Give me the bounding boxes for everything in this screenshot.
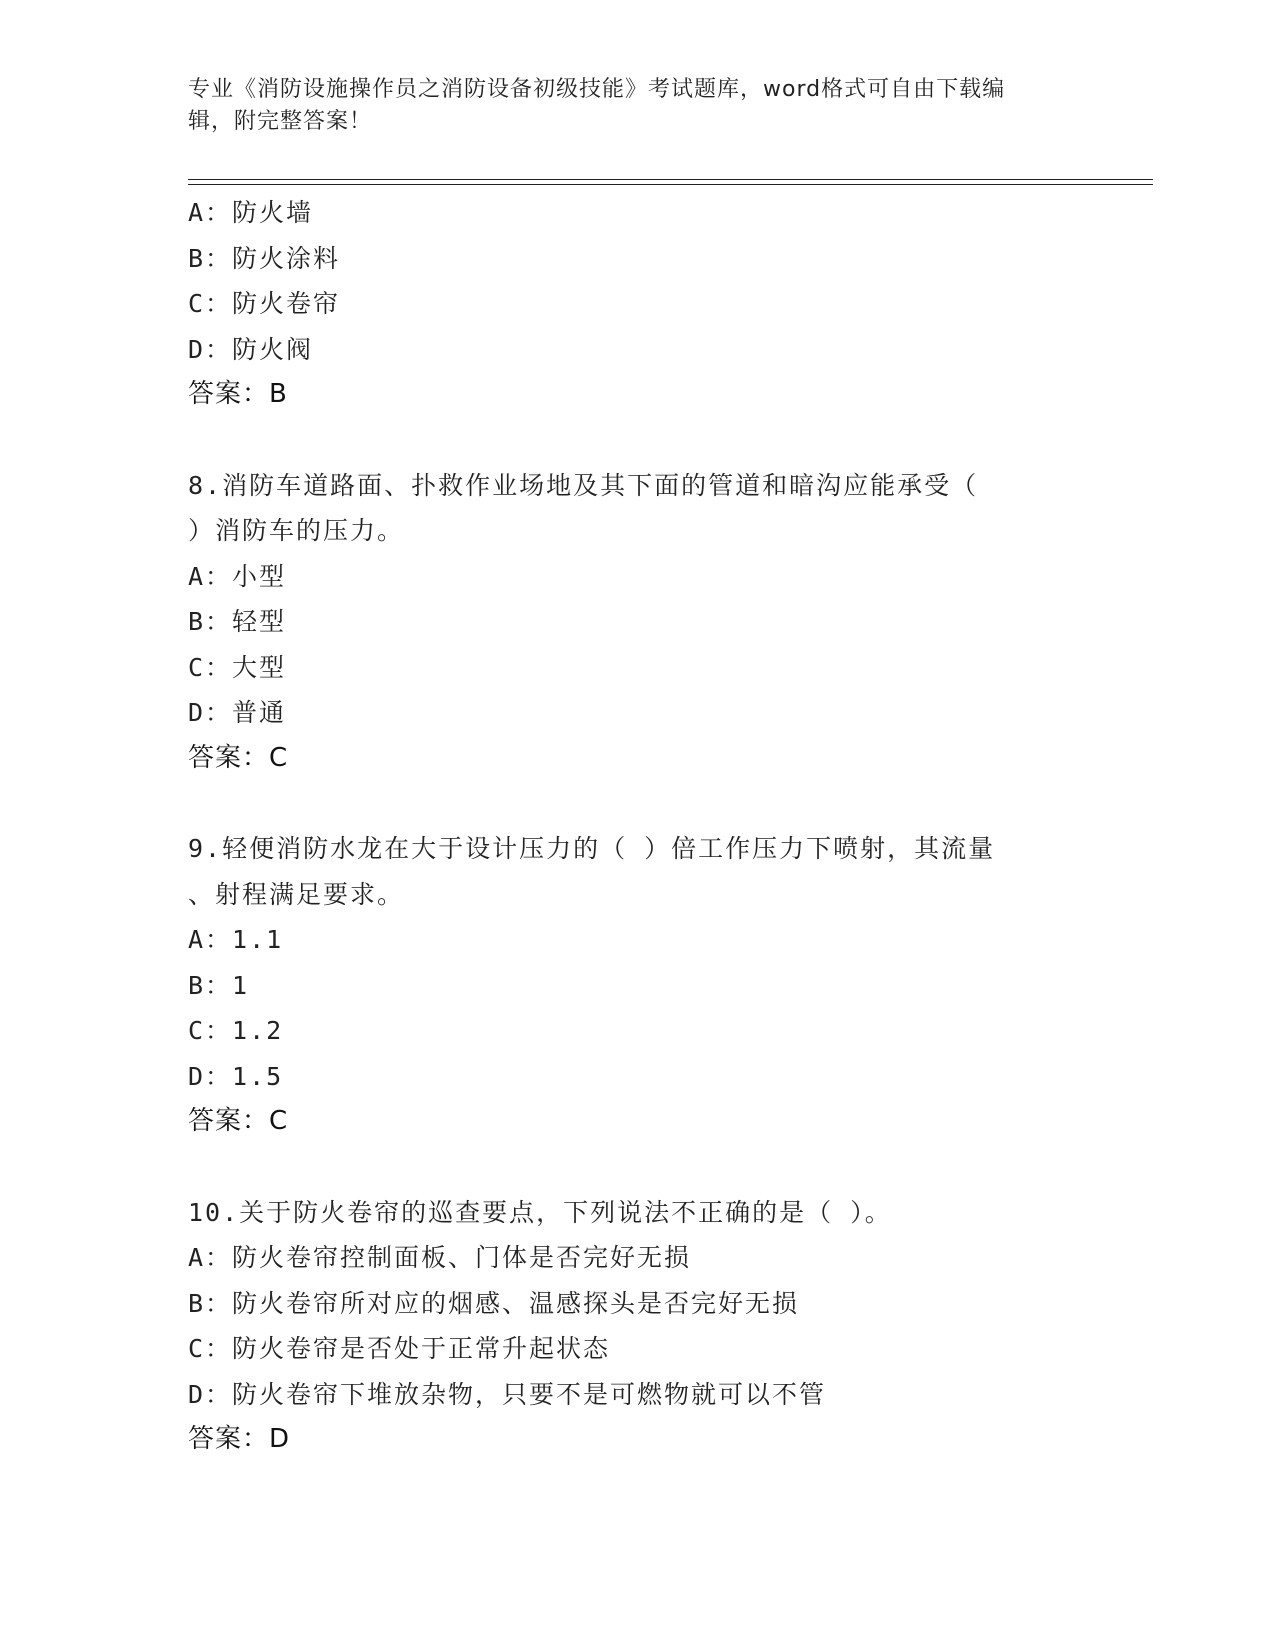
q10-option-c: C：防火卷帘是否处于正常升起状态	[188, 1334, 611, 1363]
q10-stem-line-1: 10.关于防火卷帘的巡查要点，下列说法不正确的是（ ）。	[188, 1197, 892, 1227]
q10-option-b: B：防火卷帘所对应的烟感、温感探头是否完好无损	[188, 1288, 800, 1318]
q9-option-d: D：1.5	[188, 1061, 284, 1091]
q8-stem-line-1: 8.消防车道路面、扑救作业场地及其下面的管道和暗沟应能承受（	[188, 470, 979, 500]
question-8-block	[188, 463, 1148, 782]
question-10-block	[188, 1190, 1148, 1463]
q8-option-a: A：小型	[188, 561, 287, 591]
q7-option-d: D：防火阀	[188, 334, 314, 364]
question-list	[188, 190, 1148, 1463]
q10-answer: 答案：D	[188, 1424, 291, 1454]
header-divider-top	[188, 179, 1153, 180]
q9-answer: 答案：C	[188, 1106, 289, 1136]
q9-stem-line-1: 9.轻便消防水龙在大于设计压力的（ ）倍工作压力下喷射，其流量	[188, 834, 996, 863]
q9-option-c: C：1.2	[188, 1016, 284, 1045]
q8-option-d: D：普通	[188, 698, 287, 727]
q8-answer: 答案：C	[188, 742, 289, 773]
spacer	[188, 1145, 1148, 1190]
question-7-block	[188, 190, 1148, 418]
spacer	[188, 418, 1148, 463]
q9-option-b: B：1	[188, 970, 250, 1000]
q8-stem-line-2: ）消防车的压力。	[188, 516, 405, 545]
q7-answer: 答案：B	[188, 379, 288, 409]
q9-option-a: A：1.1	[188, 925, 284, 954]
header-line-2: 辑，附完整答案！	[188, 109, 373, 134]
question-9-block	[188, 826, 1148, 1145]
q7-option-c: C：防火卷帘	[188, 289, 341, 318]
q9-stem-line-2: 、射程满足要求。	[188, 879, 405, 909]
document-header	[188, 74, 1068, 138]
spacer	[188, 781, 1148, 826]
q7-option-b: B：防火涂料	[188, 243, 341, 273]
q8-option-b: B：轻型	[188, 607, 287, 636]
q8-option-c: C：大型	[188, 652, 287, 682]
q10-option-d: D：防火卷帘下堆放杂物，只要不是可燃物就可以不管	[188, 1379, 827, 1409]
header-divider-bottom	[188, 184, 1153, 185]
header-line-1: 专业《消防设施操作员之消防设备初级技能》考试题库，word格式可自由下载编	[188, 77, 1006, 102]
q10-option-a: A：防火卷帘控制面板、门体是否完好无损	[188, 1243, 692, 1272]
q7-option-a: A：防火墙	[188, 198, 314, 227]
